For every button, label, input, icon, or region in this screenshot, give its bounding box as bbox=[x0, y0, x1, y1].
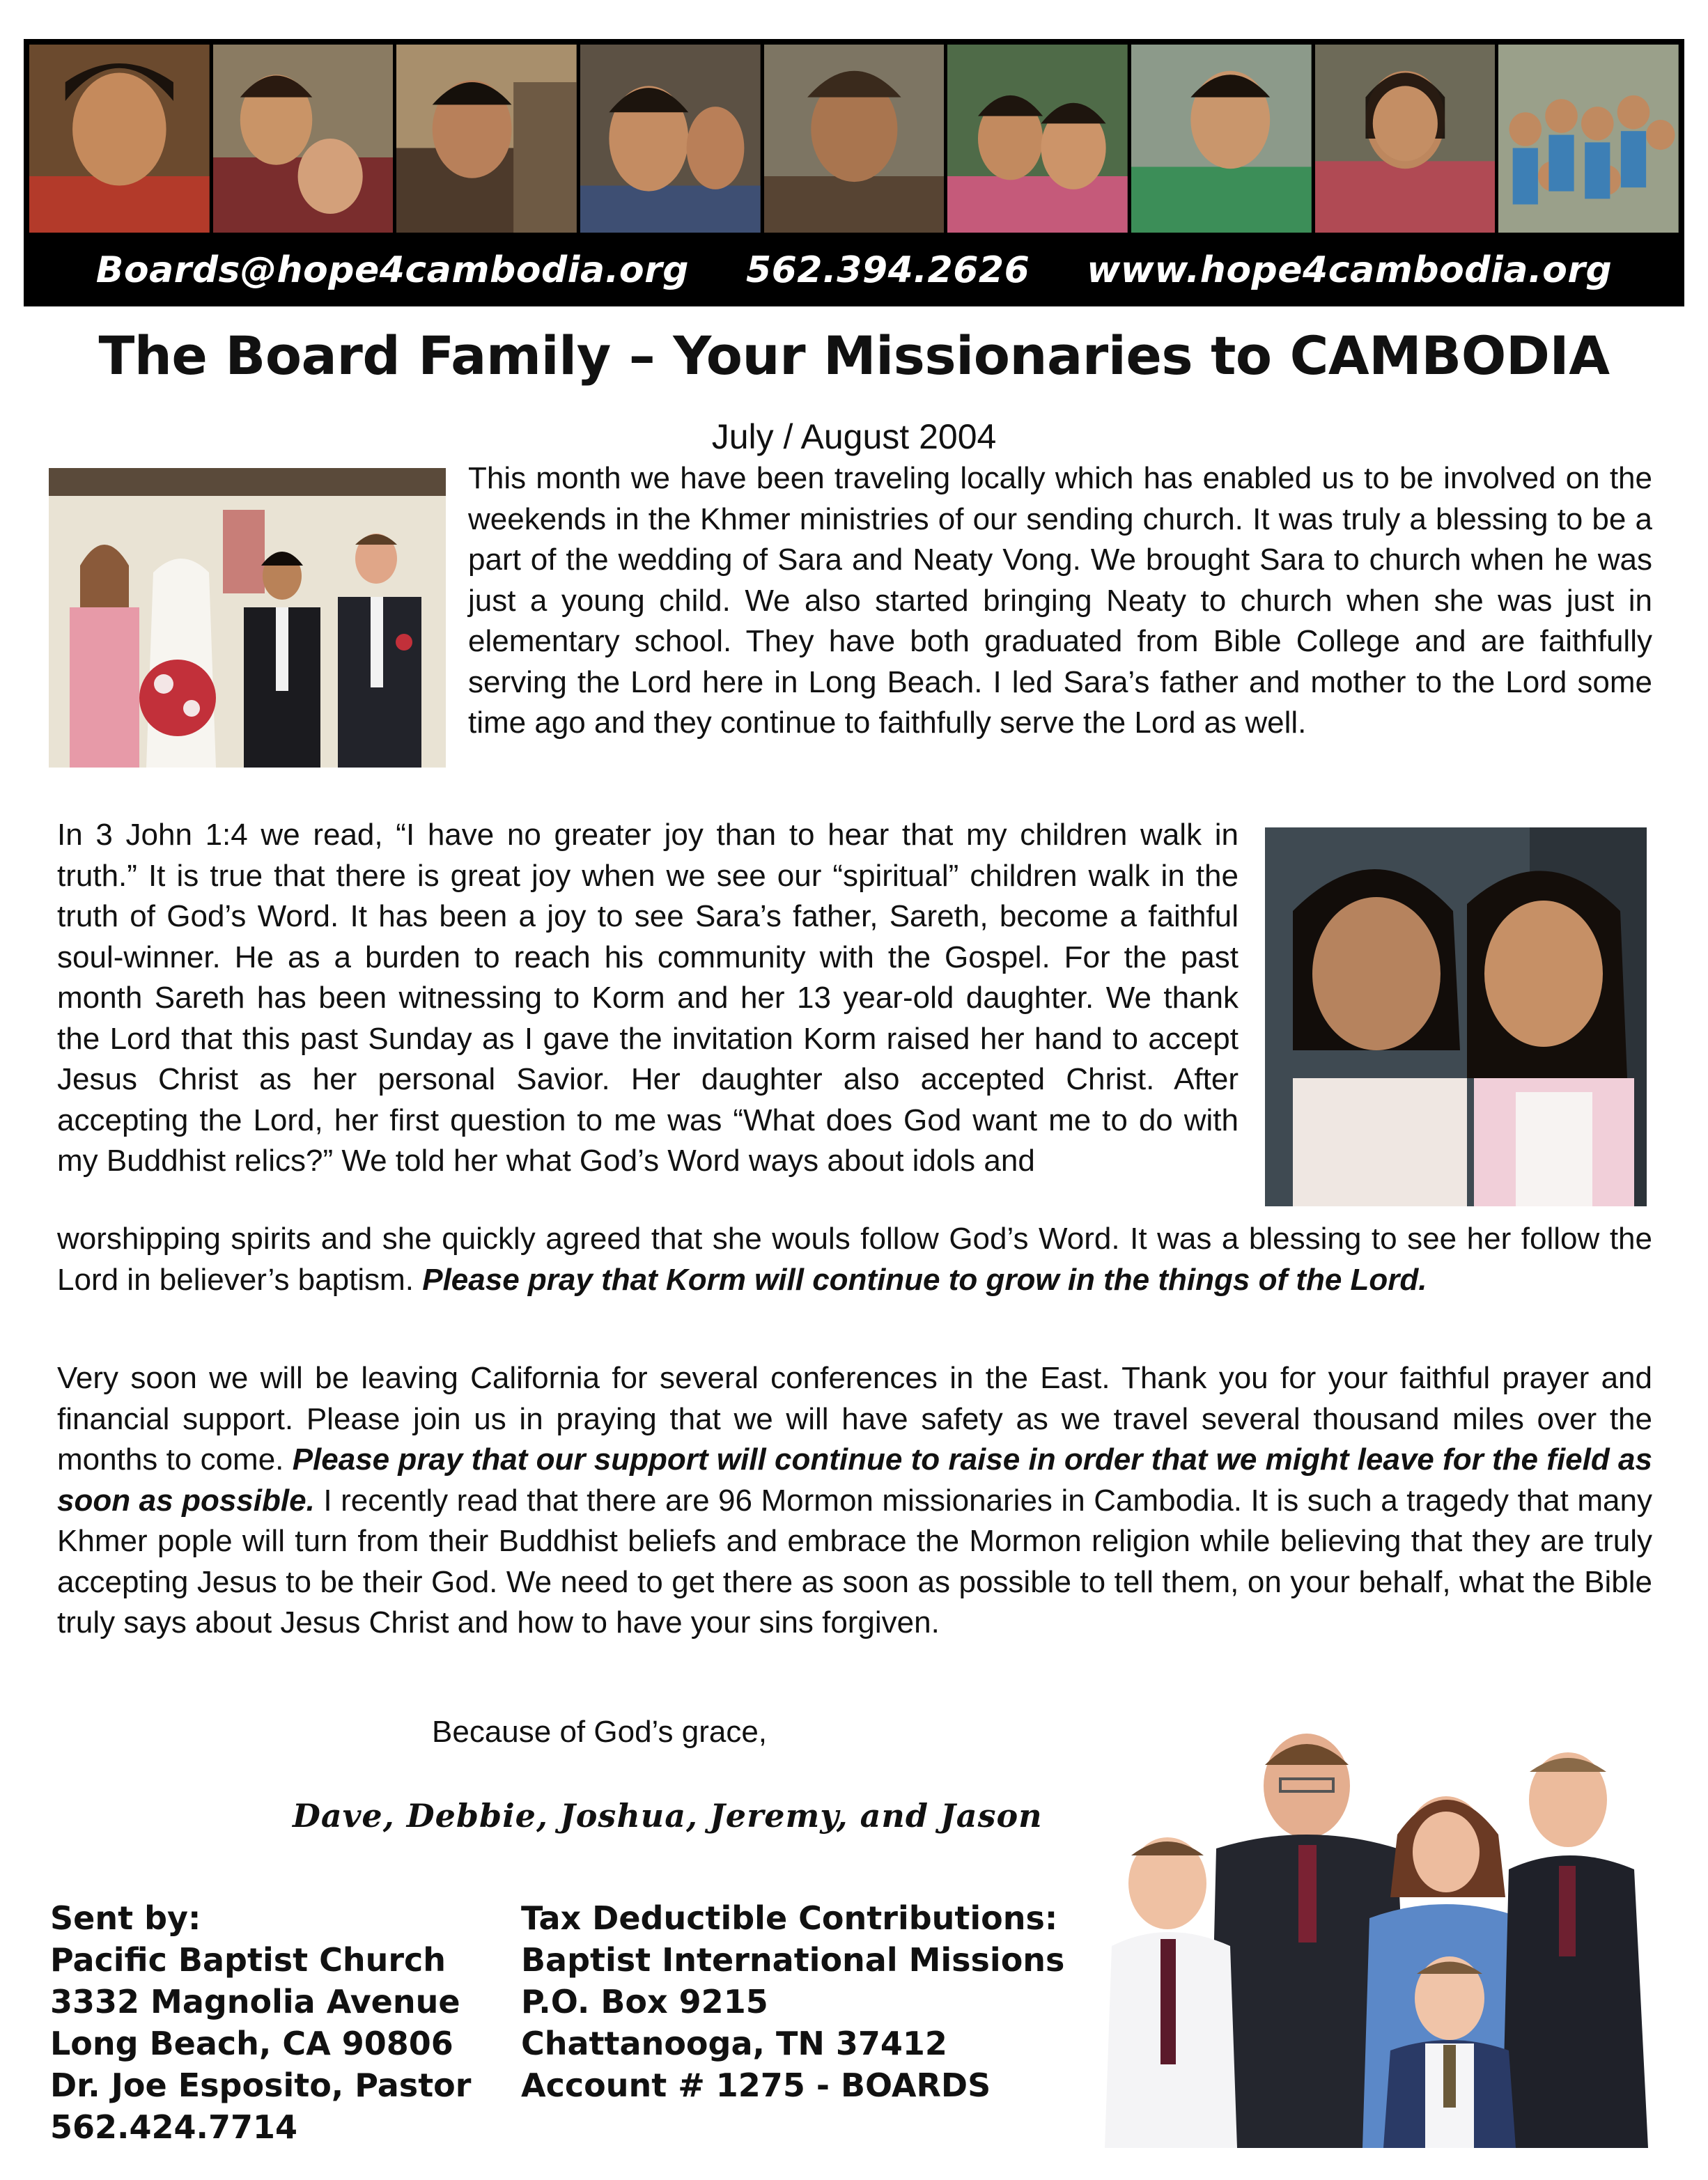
sent-by-line: Pacific Baptist Church bbox=[50, 1941, 447, 1979]
contributions-heading: Tax Deductible Contributions: bbox=[521, 1899, 1058, 1937]
paragraph-wedding: This month we have been traveling locally which has enabled us to be involved on the weekends in the Khmer ministries of our sending church. It was truly a blessing to be a part of the wedding of Sara and Neaty Vong. We brought Sara to church when he was just a young child. We also started bringing Neaty to church when she was just in elementary school. They have both graduated from Bible College and are faithfully serving the Lord here in Long Beach. I led Sara’s father and mother to the Lord some time ago and they continue to faithfully serve the Lord as well. bbox=[468, 461, 1652, 740]
header-photo bbox=[29, 45, 210, 233]
header-banner bbox=[24, 39, 1684, 306]
board-family-photo bbox=[1098, 1716, 1661, 2148]
page-title: The Board Family – Your Missionaries to CAMBODIA bbox=[98, 325, 1610, 387]
korm-and-daughter-photo bbox=[1265, 827, 1647, 1206]
contributions-line: Baptist International Missions bbox=[521, 1941, 1065, 1979]
header-photo bbox=[1131, 45, 1312, 233]
support-text: Very soon we will be leaving California for several conferences in the East. Thank you for your faithful prayer and financial support. Please join us in praying that we will have safety as we travel several thousand miles over the months to come. bbox=[57, 1361, 1652, 1477]
header-photo bbox=[764, 45, 945, 233]
header-photo bbox=[1315, 45, 1496, 233]
paragraph-support bbox=[57, 1358, 1652, 1644]
header-photo bbox=[1498, 45, 1679, 233]
contributions-line: P.O. Box 9215 bbox=[521, 1983, 768, 2021]
header-phone: 562.394.2626 bbox=[745, 249, 1030, 291]
paragraph-korm: In 3 John 1:4 we read, “I have no greater joy than to hear that my children walk in truth.” It is true that there is great joy when we see our “spiritual” children walk in the truth of God’s Word. It has been a joy to see Sara’s father, Sareth, become a faithful soul-winner. He as a burden to reach his community with the Gospel. For the past month Sareth has been witnessing to Korm and her 13 year-old daughter. We thank the Lord that this past Sunday as I gave the invitation Korm raised her hand to accept Jesus Christ as her personal Savior. Her daughter also accepted Christ. After accepting the Lord, her first question to me was “What does God want me to do with my Buddhist relics?” We told her what God’s Word ways about idols and bbox=[57, 818, 1239, 1178]
header-photo bbox=[213, 45, 394, 233]
family-signature: Dave, Debbie, Joshua, Jeremy, and Jason bbox=[293, 1797, 1043, 1835]
sent-by-line: 3332 Magnolia Avenue bbox=[50, 1983, 460, 2021]
header-photo bbox=[947, 45, 1128, 233]
sent-by-block bbox=[50, 1897, 471, 2148]
korm-prayer-request: Please pray that Korm will continue to grow in the things of the Lord. bbox=[422, 1262, 1427, 1297]
photo-strip bbox=[29, 45, 1679, 233]
contributions-line: Chattanooga, TN 37412 bbox=[521, 2025, 947, 2062]
closing-line: Because of God’s grace, bbox=[432, 1715, 768, 1749]
mormon-text: I recently read that there are 96 Mormon missionaries in Cambodia. It is such a tragedy that many Khmer pople will turn from their Buddhist beliefs and embrace the Mormon religion while believing that they are truly accepting Jesus to be their God. We need to get there as soon as possible to tell them, on your behalf, what the Bible truly says about Jesus Christ and how to have your sins forgiven. bbox=[57, 1483, 1652, 1640]
header-email[interactable]: Boards@hope4cambodia.org bbox=[95, 249, 689, 291]
contact-bar bbox=[24, 234, 1684, 306]
sent-by-line: 562.424.7714 bbox=[50, 2108, 298, 2146]
korm-text: worshipping spirits and she quickly agreed that she wouls follow God’s Word. It was a blessing to see her follow the Lord in believer’s baptism. bbox=[57, 1222, 1652, 1297]
contributions-block bbox=[521, 1897, 1064, 2106]
support-prayer-request: Please pray that our support will continue to raise in order that we might leave for the field as soon as possible. bbox=[57, 1442, 1652, 1518]
newsletter-date: July / August 2004 bbox=[711, 417, 997, 456]
sent-by-line: Long Beach, CA 90806 bbox=[50, 2025, 453, 2062]
paragraph-korm-continued bbox=[57, 1219, 1652, 1300]
wedding-photo bbox=[49, 468, 446, 768]
sent-by-line: Dr. Joe Esposito, Pastor bbox=[50, 2066, 472, 2104]
header-website[interactable]: www.hope4cambodia.org bbox=[1087, 249, 1613, 291]
header-photo bbox=[396, 45, 577, 233]
sent-by-heading: Sent by: bbox=[50, 1899, 201, 1937]
contributions-line: Account # 1275 - BOARDS bbox=[521, 2066, 991, 2104]
header-photo bbox=[580, 45, 761, 233]
